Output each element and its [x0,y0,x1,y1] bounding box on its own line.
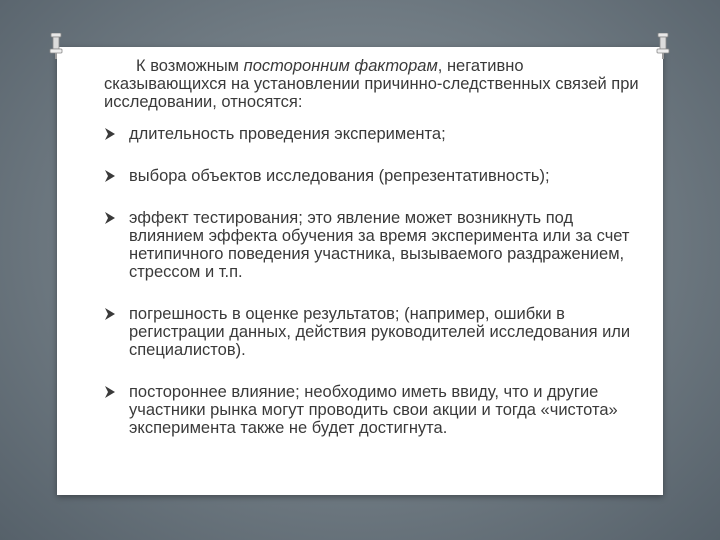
pushpin-icon [49,33,63,59]
arrowhead-bullet-icon [104,128,116,140]
list-item-text: погрешность в оценке результатов; (например, ошибки в регистрации данных, действия руководителей исследования или специалистов). [129,305,631,359]
slide-content [104,57,644,461]
list-item [104,305,644,359]
arrowhead-bullet-icon [104,170,116,182]
list-item [104,383,644,437]
intro-tail: , негативно сказывающихся на установлении причинно-следственных связей при исследовании, относятся: [104,57,639,111]
intro-emphasis: посторонним факторам [243,57,438,75]
list-item-text: длительность проведения эксперимента; [129,125,446,143]
list-item-text: эффект тестирования; это явление может возникнуть под влиянием эффекта обучения за время эксперимента или за счет нетипичного поведения участника, вызываемого раздражением, стрессом и т.п. [129,209,630,281]
arrowhead-bullet-icon [104,308,116,320]
intro-lead: К возможным [136,57,244,75]
arrowhead-bullet-icon [104,386,116,398]
pushpin-icon [656,33,670,59]
list-item-text: выбора объектов исследования (репрезентативность); [129,167,550,185]
list-item [104,125,644,143]
list-item [104,209,644,281]
list-item [104,167,644,185]
list-item-text: постороннее влияние; необходимо иметь ввиду, что и другие участники рынка могут проводить свои акции и тогда «чистота» эксперимента также не будет достигнута. [129,383,618,437]
arrowhead-bullet-icon [104,212,116,224]
factor-list [104,125,644,437]
intro-paragraph [104,57,644,111]
